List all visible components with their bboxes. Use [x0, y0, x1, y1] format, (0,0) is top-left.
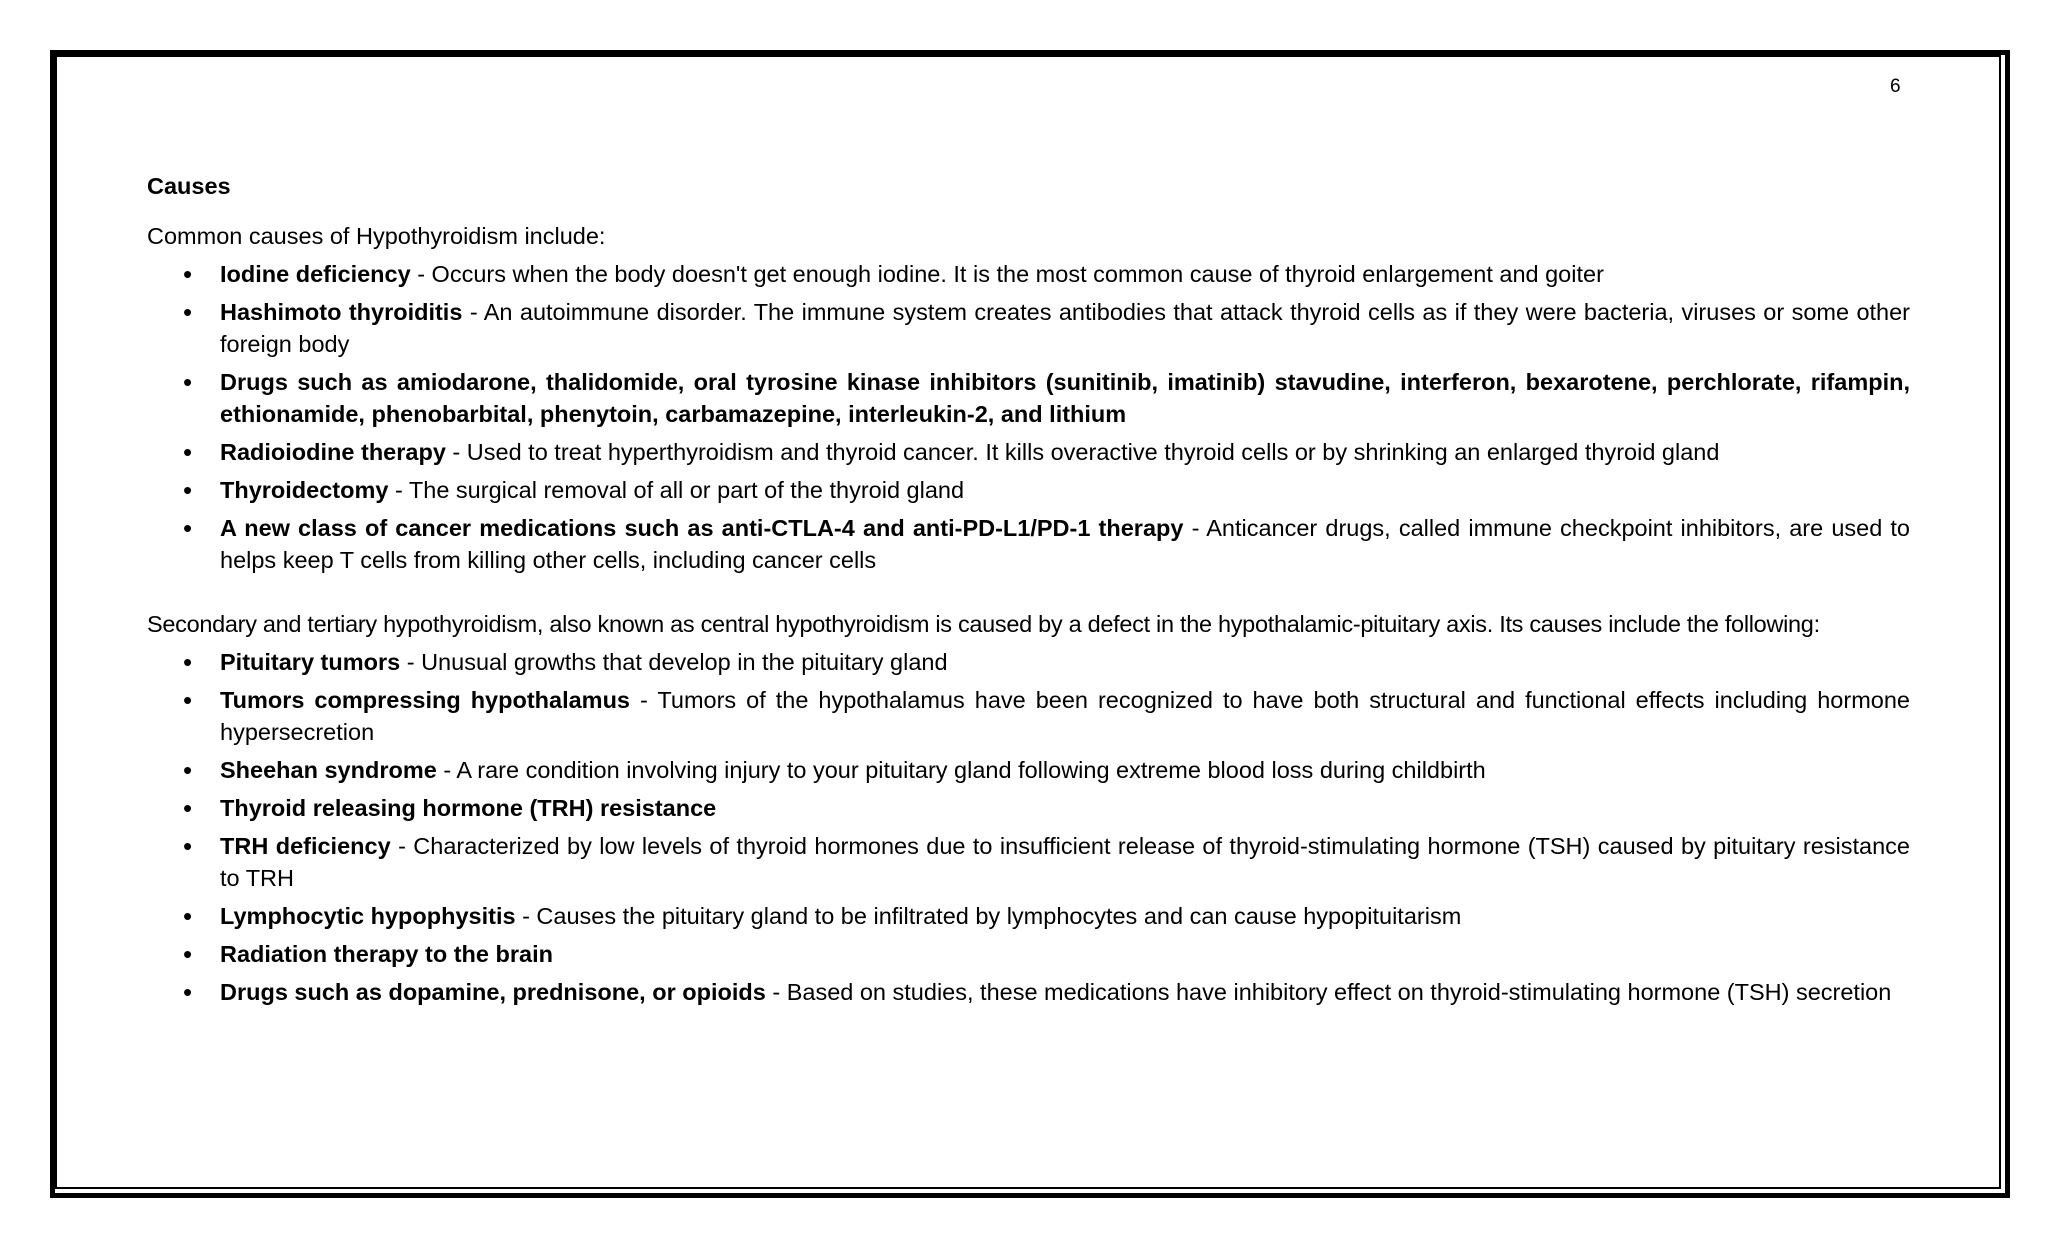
cause-term: Iodine deficiency	[220, 261, 411, 287]
list-item	[220, 296, 1910, 360]
cause-term: TRH deficiency	[220, 833, 391, 859]
cause-description: - Causes the pituitary gland to be infiltrated by lymphocytes and can cause hypopituitarism	[515, 903, 1462, 929]
list-item	[220, 366, 1910, 430]
list-item	[220, 512, 1910, 576]
list-item	[220, 754, 1910, 786]
cause-term: A new class of cancer medications such as anti-CTLA-4 and anti-PD-L1/PD-1 therapy	[220, 515, 1184, 541]
cause-description: - A rare condition involving injury to your pituitary gland following extreme blood loss during childbirth	[436, 757, 1486, 783]
list-item	[220, 684, 1910, 748]
secondary-intro: Secondary and tertiary hypothyroidism, also known as central hypothyroidism is caused by a defect in the hypothalamic-pituitary axis. Its causes include the following:	[147, 611, 1820, 637]
cause-term: Drugs such as amiodarone, thalidomide, oral tyrosine kinase inhibitors (sunitinib, imatinib) stavudine, interferon, bexarotene, perchlorate, rifampin, ethionamide, phenobarbital, phenytoin, carbamazepine, interleukin-2, and lithium	[220, 369, 1910, 427]
secondary-causes-list	[147, 646, 1910, 1008]
cause-term: Hashimoto thyroiditis	[220, 299, 463, 325]
cause-term: Radioiodine therapy	[220, 439, 446, 465]
document-body	[147, 170, 1910, 1014]
cause-description: - The surgical removal of all or part of the thyroid gland	[388, 477, 965, 503]
cause-description: - Occurs when the body doesn't get enough iodine. It is the most common cause of thyroid enlargement and goiter	[410, 261, 1604, 287]
cause-term: Sheehan syndrome	[220, 757, 437, 783]
section-heading: Causes	[147, 173, 231, 199]
list-item	[220, 258, 1910, 290]
list-item	[220, 830, 1910, 894]
cause-description: - An autoimmune disorder. The immune system creates antibodies that attack thyroid cells as if they were bacteria, viruses or some other foreign body	[220, 299, 1911, 357]
primary-causes-list	[147, 258, 1910, 576]
cause-description: - Tumors of the hypothalamus have been recognized to have both structural and functional effects including hormone hypersecretion	[220, 687, 1910, 745]
cause-term: Thyroidectomy	[220, 477, 389, 503]
list-item	[220, 792, 1910, 824]
cause-description: - Based on studies, these medications have inhibitory effect on thyroid-stimulating hormone (TSH) secretion	[765, 979, 1892, 1005]
cause-term: Thyroid releasing hormone (TRH) resistance	[220, 795, 717, 821]
cause-description: - Unusual growths that develop in the pituitary gland	[400, 649, 948, 675]
section-intro: Common causes of Hypothyroidism include:	[147, 223, 606, 249]
cause-term: Pituitary tumors	[220, 649, 401, 675]
list-item	[220, 938, 1910, 970]
cause-description: - Used to treat hyperthyroidism and thyroid cancer. It kills overactive thyroid cells or by shrinking an enlarged thyroid gland	[445, 439, 1720, 465]
cause-description: - Characterized by low levels of thyroid hormones due to insufficient release of thyroid-stimulating hormone (TSH) caused by pituitary resistance to TRH	[220, 833, 1910, 891]
list-item	[220, 900, 1910, 932]
list-item	[220, 436, 1910, 468]
list-item	[220, 646, 1910, 678]
page-number: 6	[1890, 76, 1901, 97]
list-item	[220, 474, 1910, 506]
cause-term: Radiation therapy to the brain	[220, 941, 553, 967]
cause-description: - Anticancer drugs, called immune checkpoint inhibitors, are used to helps keep T cells from killing other cells, including cancer cells	[220, 515, 1911, 573]
list-item	[220, 976, 1910, 1008]
cause-term: Lymphocytic hypophysitis	[220, 903, 516, 929]
spacer	[147, 582, 1910, 608]
cause-term: Tumors compressing hypothalamus	[220, 687, 630, 713]
cause-term: Drugs such as dopamine, prednisone, or opioids	[220, 979, 766, 1005]
